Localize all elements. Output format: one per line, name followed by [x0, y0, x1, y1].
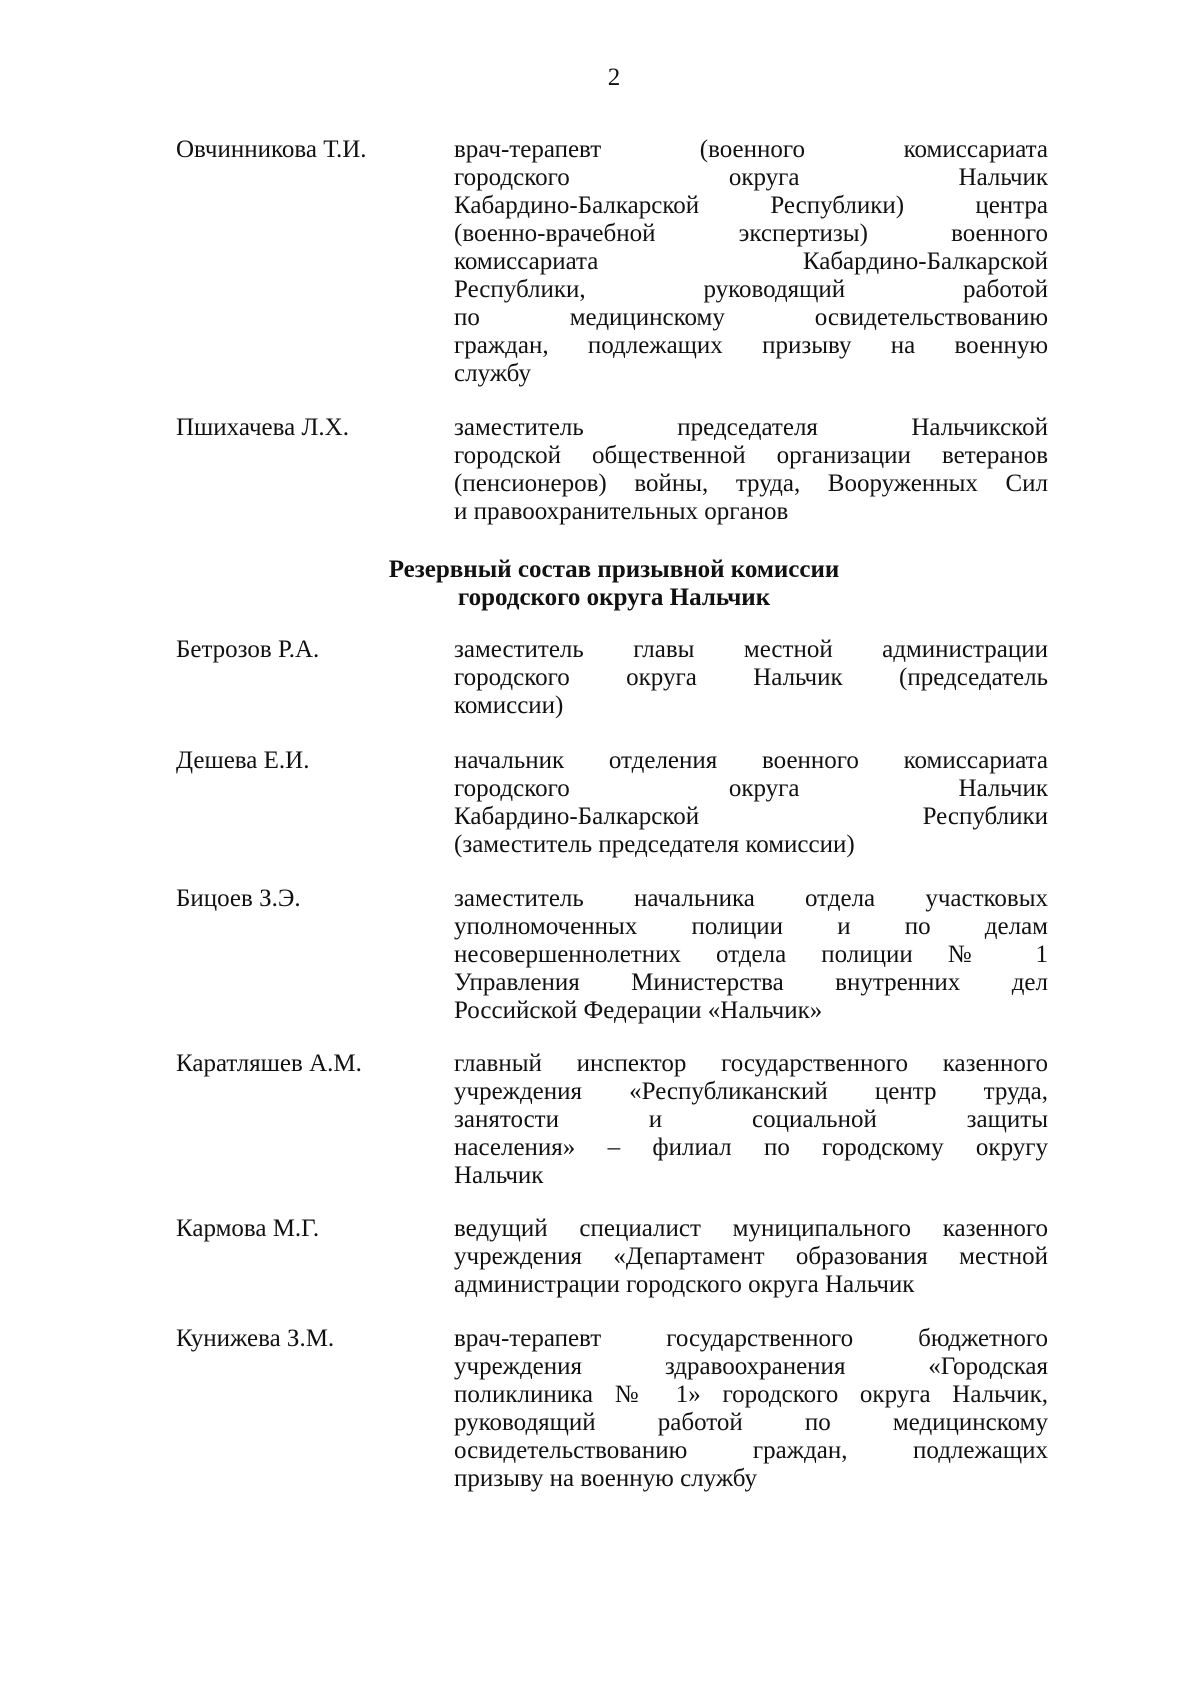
position-line: Российской Федерации «Нальчик»	[454, 997, 823, 1024]
position-line: городского округа Нальчик	[454, 775, 1048, 802]
member-name: Овчинникова Т.И.	[176, 136, 367, 163]
position-line: учреждения здравоохранения «Городская	[454, 1353, 1048, 1380]
member-position	[454, 747, 1048, 859]
position-line: заместитель начальника отдела участковых	[454, 885, 1048, 912]
position-line: учреждения «Департамент образования местной	[454, 1243, 1048, 1270]
member-name: Кунижева З.М.	[176, 1325, 335, 1352]
position-line: главный инспектор государственного казенного	[454, 1050, 1048, 1077]
position-line: занятости и социальной защиты	[454, 1106, 1048, 1133]
position-line: городской общественной организации ветеранов	[454, 442, 1048, 469]
position-line: начальник отделения военного комиссариата	[454, 747, 1048, 774]
position-line: комиссариата Кабардино-Балкарской	[454, 248, 1048, 275]
position-line: призыву на военную службу	[454, 1465, 758, 1492]
position-line: уполномоченных полиции и по делам	[454, 913, 1048, 940]
position-line: (пенсионеров) войны, труда, Вооруженных Сил	[454, 470, 1048, 497]
position-line: Кабардино-Балкарской Республики) центра	[454, 192, 1048, 219]
member-name: Бицоев З.Э.	[176, 885, 301, 912]
section-title-line: городского округа Нальчик	[457, 584, 771, 611]
position-line: Кабардино-Балкарской Республики	[454, 803, 1048, 830]
member-name: Бетрозов Р.А.	[176, 636, 320, 663]
position-line: граждан, подлежащих призыву на военную	[454, 332, 1048, 359]
position-line: Управления Министерства внутренних дел	[454, 969, 1048, 996]
member-entry-karatlyashev	[176, 1050, 1048, 1190]
member-entry-karmova	[176, 1215, 1048, 1299]
position-line: ведущий специалист муниципального казенного	[454, 1215, 1048, 1242]
member-entry-bitsoev	[176, 885, 1048, 1025]
member-entry-kunizheva	[176, 1325, 1048, 1493]
position-line: Нальчик	[454, 1162, 544, 1189]
member-name: Пшихачева Л.Х.	[176, 414, 349, 441]
position-line: (заместитель председателя комиссии)	[454, 831, 855, 858]
position-line: Республики, руководящий работой	[454, 276, 1048, 303]
member-position	[454, 636, 1048, 720]
position-line: городского округа Нальчик	[454, 164, 1048, 191]
section-title-line: Резервный состав призывной комиссии	[388, 556, 840, 583]
section-title	[0, 556, 1200, 612]
member-position	[454, 1050, 1048, 1190]
position-line: учреждения «Республиканский центр труда,	[454, 1078, 1048, 1105]
member-name: Кармова М.Г.	[176, 1215, 320, 1242]
position-line: по медицинскому освидетельствованию	[454, 304, 1048, 331]
position-line: руководящий работой по медицинскому	[454, 1409, 1048, 1436]
position-line: и правоохранительных органов	[454, 498, 789, 525]
position-line: несовершеннолетних отдела полиции № 1	[454, 941, 1048, 968]
position-line: заместитель председателя Нальчикской	[454, 414, 1048, 441]
position-line: освидетельствованию граждан, подлежащих	[454, 1437, 1048, 1464]
member-position	[454, 1325, 1048, 1493]
member-entry-pshikhacheva	[176, 414, 1048, 526]
position-line: службу	[454, 360, 531, 387]
member-position	[454, 885, 1048, 1025]
member-entry-betrozov	[176, 636, 1048, 720]
position-line: (военно-врачебной экспертизы) военного	[454, 220, 1048, 247]
member-position	[454, 136, 1048, 388]
position-line: врач-терапевт (военного комиссариата	[454, 136, 1048, 163]
position-line: комиссии)	[454, 692, 564, 719]
position-line: врач-терапевт государственного бюджетного	[454, 1325, 1048, 1352]
member-name: Дешева Е.И.	[176, 747, 310, 774]
member-entry-desheva	[176, 747, 1048, 859]
member-position	[454, 1215, 1048, 1299]
position-line: администрации городского округа Нальчик	[454, 1271, 915, 1298]
position-line: населения» – филиал по городскому округу	[454, 1134, 1048, 1161]
position-line: поликлиника № 1» городского округа Нальчик,	[454, 1381, 1048, 1408]
member-position	[454, 414, 1048, 526]
position-line: заместитель главы местной администрации	[454, 636, 1048, 663]
position-line: городского округа Нальчик (председатель	[454, 664, 1048, 691]
member-entry-ovchinnikova	[176, 136, 1048, 388]
page-number: 2	[607, 64, 621, 91]
member-name: Каратляшев А.М.	[176, 1050, 362, 1077]
